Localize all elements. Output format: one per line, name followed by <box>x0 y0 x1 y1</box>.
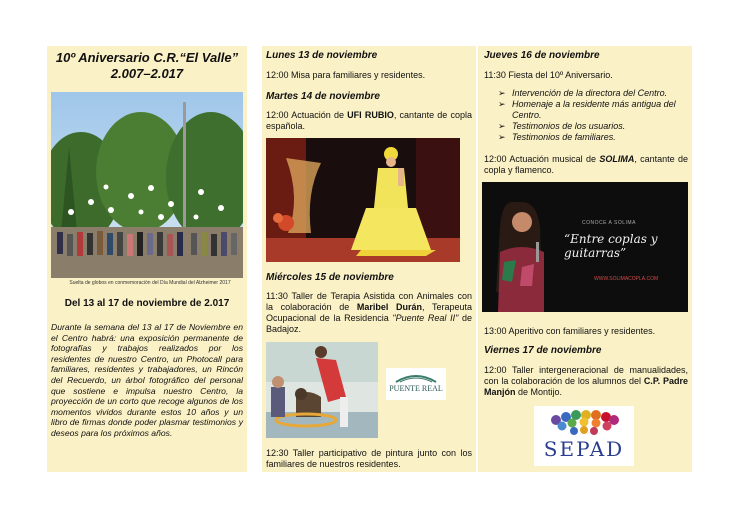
event-dates: Del 13 al 17 de noviembre de 2.017 <box>64 298 230 309</box>
balloons-photo <box>51 92 243 278</box>
school-name: C.P. Padre Manjón <box>484 376 688 397</box>
title-line-1: 10º Aniversario C.R.“El Valle” <box>55 50 239 65</box>
thursday-text: 11:30 Fiesta del 10º Aniversario. <box>484 70 613 80</box>
wednesday-text: 11:30 Taller de Terapia Asistida con Animales con la colaboración de Maribel Durán, Terapeuta Ocupacional de la Residencia "Puente Real II" de Badajoz. <box>266 291 473 334</box>
therapy-dog-photo <box>266 342 378 438</box>
wednesday-title: Miércoles 15 de noviembre <box>266 272 394 283</box>
poster-headline: “Entre coplas y guitarras” <box>564 232 658 260</box>
anniversary-program-list <box>498 88 690 143</box>
intro-paragraph: Durante la semana del 13 al 17 de Noviembre en el Centro habrá: una exposición permanente de fotografías y trabajos realizados por los residentes de nuestro Centro, un Photocall para familiares, residentes y trabajadores, un Rincón del Recuerdo, un árbol fotográfico del personal que sostiene e impulsa nuestro Centro, la proyección de un corto que recoge algunos de los momentos vividos durante estos 10 años y un libro de firmas donde poder plasmar testimonios y deseos para los próximos años. <box>51 322 243 438</box>
solima-poster <box>482 182 688 312</box>
sepad-logo: SEPAD <box>534 406 634 466</box>
list-item: ➢ Testimonios de familiares. <box>498 132 616 142</box>
title-line-2: 2.007–2.017 <box>110 66 184 81</box>
middle-panel <box>262 46 476 472</box>
solima-name: SOLIMA <box>599 154 635 164</box>
list-item: ➢ Intervención de la directora del Centro. <box>498 88 668 98</box>
left-panel <box>47 46 247 472</box>
event-title <box>47 50 247 82</box>
list-item: ➢ Homenaje a la residente más antigua del Centro. <box>498 99 676 120</box>
friday-text: 12:00 Taller intergeneracional de manualidades, con la colaboración de los alumnos del C.P. Padre Manjón de Montijo. <box>484 365 688 397</box>
friday-title: Viernes 17 de noviembre <box>484 345 602 356</box>
monday-title: Lunes 13 de noviembre <box>266 50 378 61</box>
painting-workshop-text: 12:30 Taller participativo de pintura junto con los familiares de nuestros residentes. <box>266 448 472 469</box>
aperitivo-text: 13:00 Aperitivo con familiares y residentes. <box>484 326 656 336</box>
poster-url: WWW.SOLIMACOPLA.COM <box>594 276 659 282</box>
monday-text: 12:00 Misa para familiares y residentes. <box>266 70 426 80</box>
puente-real-logo: PUENTE REAL <box>386 368 446 400</box>
thursday-title: Jueves 16 de noviembre <box>484 50 600 61</box>
ufi-rubio-photo <box>266 138 460 262</box>
solima-text: 12:00 Actuación musical de SOLIMA, cantante de copla y flamenco. <box>484 154 688 175</box>
poster-small-text: CONOCE A SOLIMA <box>582 220 636 226</box>
photo-caption: Suelta de globos en conmemoración del Día Mundial del Alzheimer 2017 <box>69 280 231 286</box>
tuesday-title: Martes 14 de noviembre <box>266 91 380 102</box>
tuesday-artist: UFI RUBIO <box>347 110 394 120</box>
list-item: ➢ Testimonios de los usuarios. <box>498 121 626 131</box>
residence-name: "Puente Real II" <box>392 313 459 323</box>
right-panel <box>478 46 692 472</box>
therapist-name: Maribel Durán <box>356 302 423 312</box>
tuesday-text: 12:00 Actuación de UFI RUBIO, cantante de copla española. <box>266 110 473 131</box>
